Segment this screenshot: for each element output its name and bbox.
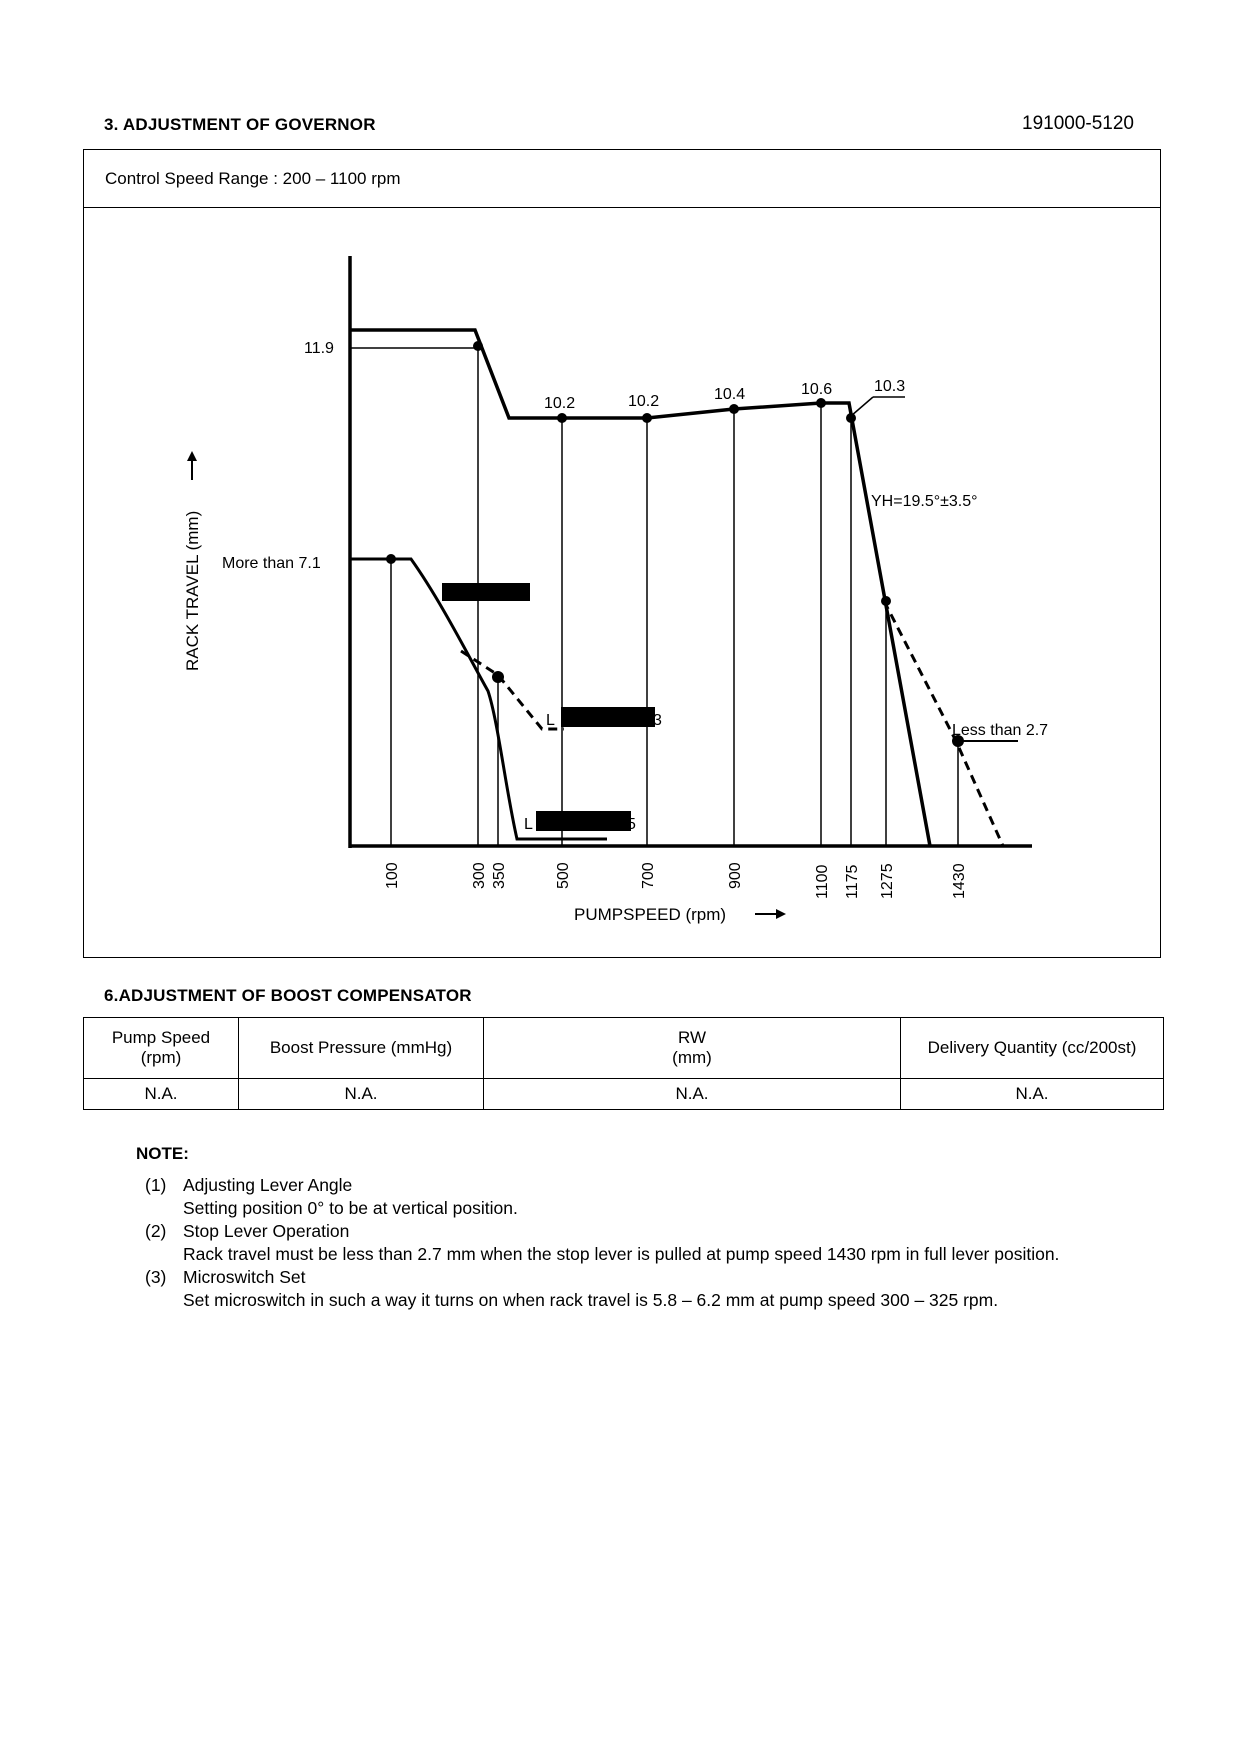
marker-500	[557, 413, 567, 423]
point-label-10-6: 10.6	[801, 381, 833, 398]
x-tick-900: 900	[727, 862, 744, 889]
y-axis-title: RACK TRAVEL (mm)	[183, 510, 202, 671]
point-label-10-2-a: 10.2	[544, 395, 576, 412]
x-axis-arrow	[755, 909, 786, 919]
point-label-more-than: More than 7.1	[222, 555, 321, 572]
note-number: (1)	[145, 1175, 167, 1195]
marker-900	[729, 404, 739, 414]
note-list	[145, 1174, 1059, 1312]
x-tick-1430: 1430	[951, 863, 968, 899]
x-tick-500: 500	[555, 862, 572, 889]
marker-350	[492, 671, 504, 683]
leader-10-3	[851, 397, 873, 416]
note-number: (3)	[145, 1267, 167, 1287]
point-label-10-4: 10.4	[714, 386, 746, 403]
cell-rw: N.A.	[484, 1079, 901, 1110]
x-tick-700: 700	[640, 862, 657, 889]
x-tick-1175: 1175	[844, 864, 861, 899]
note-heading: Stop Lever Operation	[183, 1221, 350, 1241]
table-row	[84, 1079, 1164, 1110]
section-title-governor: 3. ADJUSTMENT OF GOVERNOR	[104, 115, 376, 134]
partial-label-l2: L	[524, 816, 533, 833]
marker-100	[386, 554, 396, 564]
note-title: NOTE:	[136, 1144, 189, 1163]
governor-chart	[84, 208, 1160, 956]
point-label-10-3: 10.3	[874, 378, 906, 395]
redaction-block	[561, 707, 655, 727]
cell-boost-pressure: N.A.	[239, 1079, 484, 1110]
point-label-11-9: 11.9	[304, 340, 334, 357]
section-title-boost: 6.ADJUSTMENT OF BOOST COMPENSATOR	[104, 986, 472, 1005]
marker-1175	[846, 413, 856, 423]
x-tick-1100: 1100	[814, 864, 831, 899]
cell-pump-speed: N.A.	[84, 1079, 239, 1110]
marker-700	[642, 413, 652, 423]
partial-label-3: 3	[653, 712, 662, 729]
y-axis-arrow	[187, 451, 197, 480]
redaction-block	[442, 583, 530, 601]
note-text: Set microswitch in such a way it turns on when rack travel is 5.8 – 6.2 mm at pump speed 300 – 325 rpm.	[183, 1290, 999, 1310]
redaction-block	[536, 811, 631, 831]
marker-1100	[816, 398, 826, 408]
note-number: (2)	[145, 1221, 167, 1241]
note-item	[145, 1266, 1059, 1312]
x-axis-title: PUMPSPEED (rpm)	[574, 905, 727, 924]
note-text: Rack travel must be less than 2.7 mm when the stop lever is pulled at pump speed 1430 rpm in full lever position.	[183, 1244, 1060, 1264]
markers	[386, 341, 964, 747]
annotation-yh: YH=19.5°±3.5°	[871, 493, 978, 510]
governor-panel-header	[84, 150, 1160, 208]
note-heading: Microswitch Set	[183, 1267, 306, 1287]
x-tick-300: 300	[471, 862, 488, 889]
header-rw: RW (mm)	[484, 1018, 901, 1079]
boost-table	[83, 1017, 1164, 1110]
control-speed-range: Control Speed Range : 200 – 1100 rpm	[105, 169, 401, 188]
header-pump-speed: Pump Speed (rpm)	[84, 1018, 239, 1079]
point-label-10-2-b: 10.2	[628, 393, 660, 410]
partial-label-5: 5	[627, 816, 636, 833]
governor-panel	[83, 149, 1161, 958]
x-tick-100: 100	[384, 862, 401, 889]
partial-label-l1: L	[546, 712, 555, 729]
note-item	[145, 1174, 1059, 1220]
note-heading: Adjusting Lever Angle	[183, 1175, 353, 1195]
x-tick-1275: 1275	[879, 863, 896, 899]
cell-delivery-quantity: N.A.	[901, 1079, 1164, 1110]
note-item	[145, 1220, 1059, 1266]
document-number: 191000-5120	[1022, 113, 1134, 134]
x-tick-350: 350	[491, 862, 508, 889]
table-header-row	[84, 1018, 1164, 1079]
header-boost-pressure: Boost Pressure (mmHg)	[239, 1018, 484, 1079]
note-text: Setting position 0° to be at vertical position.	[183, 1198, 518, 1218]
marker-1275	[881, 596, 891, 606]
marker-300	[473, 341, 483, 351]
point-label-less-than: Less than 2.7	[952, 722, 1049, 739]
header-delivery-quantity: Delivery Quantity (cc/200st)	[901, 1018, 1164, 1079]
